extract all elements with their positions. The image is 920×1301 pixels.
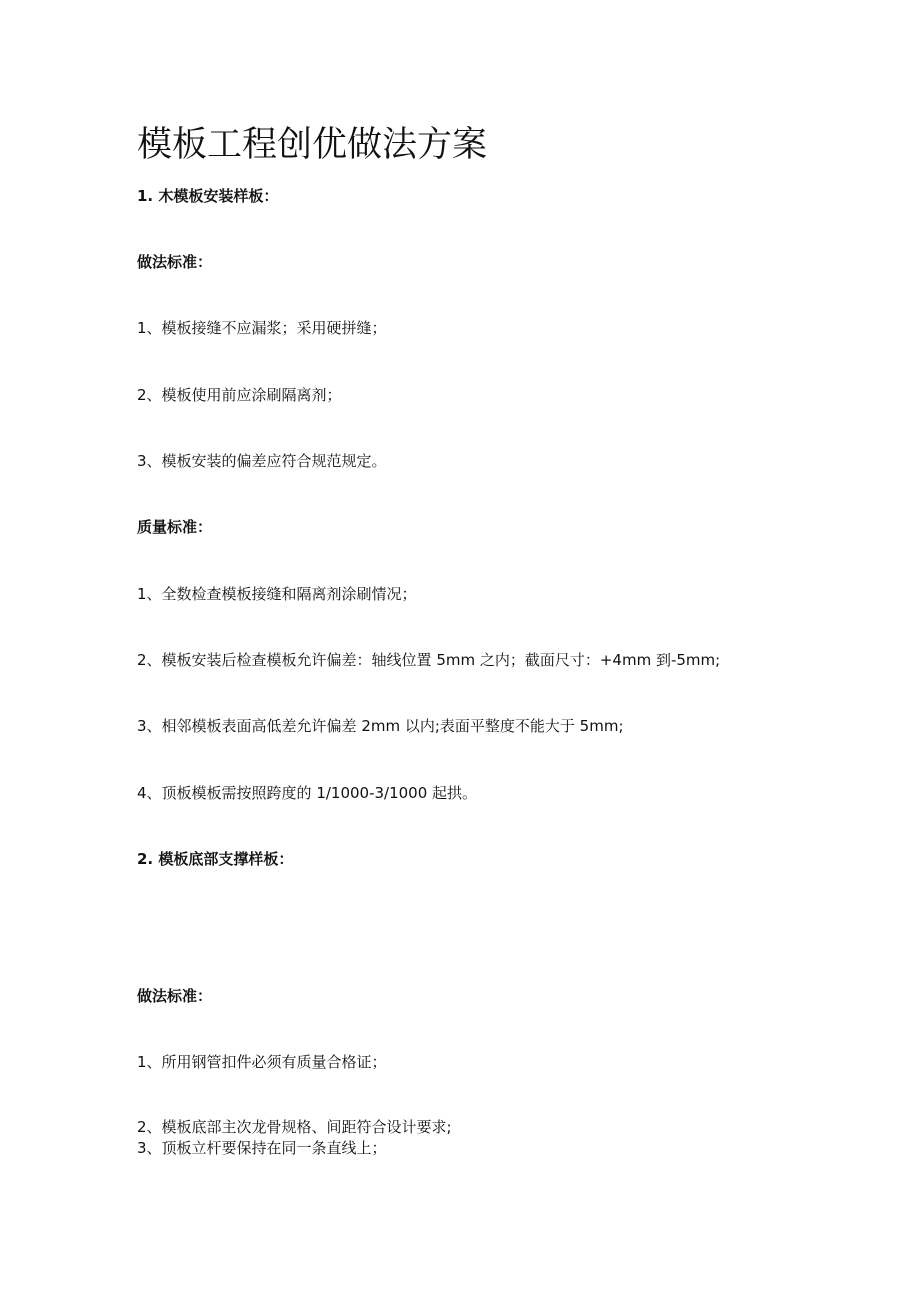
- section-1-quality-item: 3、相邻模板表面高低差允许偏差 2mm 以内;表面平整度不能大于 5mm;: [137, 717, 624, 735]
- section-1-method-item: 3、模板安装的偏差应符合规范规定。: [137, 452, 387, 470]
- section-2-method-label: 做法标准：: [137, 987, 213, 1005]
- section-2-method-item: 2、模板底部主次龙骨规格、间距符合设计要求;: [137, 1118, 452, 1136]
- section-1-heading: 1. 木模板安装样板：: [137, 187, 279, 205]
- section-1-method-item: 2、模板使用前应涂刷隔离剂；: [137, 386, 342, 404]
- section-1-quality-item: 2、模板安装后检查模板允许偏差：轴线位置 5mm 之内；截面尺寸：+4mm 到-5mm;: [137, 651, 721, 669]
- section-1-method-item: 1、模板接缝不应漏浆；采用硬拼缝；: [137, 319, 387, 337]
- document-title: 模板工程创优做法方案: [137, 125, 488, 165]
- section-1-quality-item: 4、顶板模板需按照跨度的 1/1000-3/1000 起拱。: [137, 784, 478, 802]
- section-1-quality-label: 质量标准：: [137, 518, 213, 536]
- section-2-heading: 2. 模板底部支撑样板：: [137, 850, 294, 868]
- section-1-method-label: 做法标准：: [137, 253, 213, 271]
- section-2-method-item: 1、所用钢管扣件必须有质量合格证；: [137, 1053, 387, 1071]
- section-2-method-item: 3、顶板立杆要保持在同一条直线上；: [137, 1139, 387, 1157]
- section-1-quality-item: 1、全数检查模板接缝和隔离剂涂刷情况；: [137, 585, 417, 603]
